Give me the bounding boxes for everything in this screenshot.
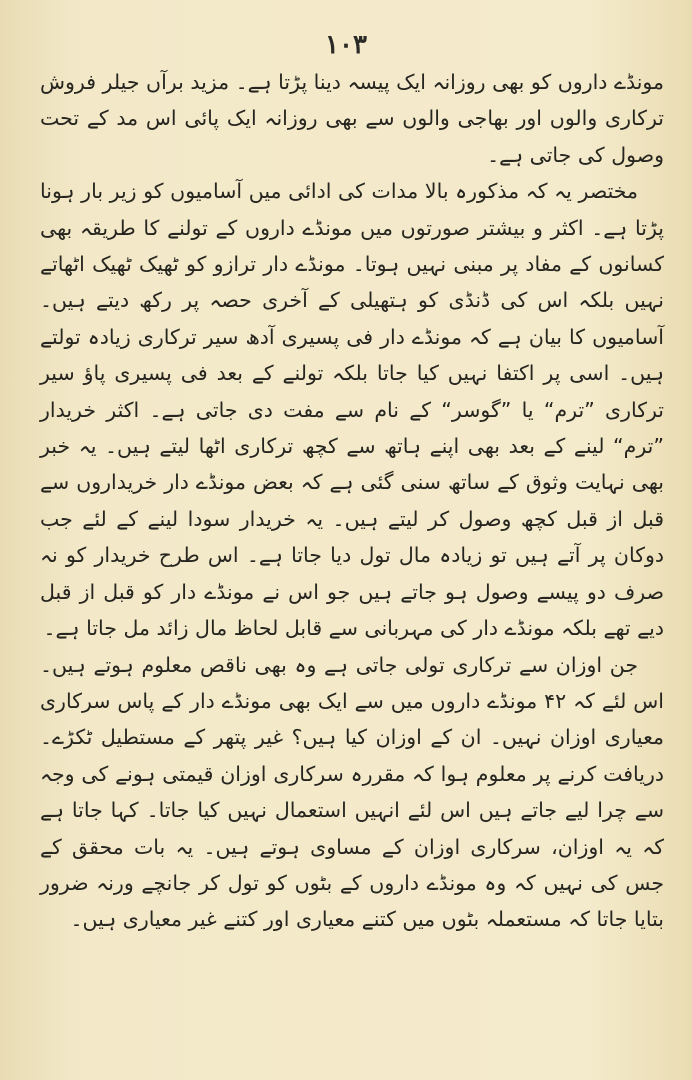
- paragraph-1: مونڈے داروں کو بھی روزانہ ایک پیسہ دینا پڑتا ہے۔ مزید برآں جیلر فروش ترکاری والوں اور بھاجی والوں سے بھی روزانہ ایک پائی اس مد کے تحت وصول کی جاتی ہے۔: [40, 70, 664, 167]
- paragraph-2: مختصر یہ کہ مذکورہ بالا مدات کی ادائی میں آسامیوں کو زیر بار ہونا پڑتا ہے۔ اکثر و بیشتر صورتوں میں مونڈے داروں کے تولنے کا طریقہ بھی کسانوں کے مفاد پر مبنی نہیں ہوتا۔ مونڈے دار ترازو کو ٹھیک ٹھیک اٹھاتے نہیں بلکہ اس کی ڈنڈی کو ہتھیلی کے آخری حصہ پر رکھ دیتے ہیں۔ آسامیوں کا بیان ہے کہ مونڈے دار فی پسیری آدھ سیر ترکاری زیادہ تولتے ہیں۔ اسی پر اکتفا نہیں کیا جاتا بلکہ تولنے کے بعد فی پسیری پاؤ سیر ترکاری ”ترم“ یا ”گوسر“ کے نام سے مفت دی جاتی ہے۔ اکثر خریدار ”ترم“ لینے کے بعد بھی اپنے ہاتھ سے کچھ ترکاری اٹھا لیتے ہیں۔ یہ خبر بھی نہایت وثوق کے ساتھ سنی گئی ہے کہ بعض مونڈے دار خریداروں سے قبل از قبل کچھ وصول کر لیتے ہیں۔ یہ خریدار سودا لینے کے لئے جب دوکان پر آتے ہیں تو زیادہ مال تول دیا جاتا ہے۔ اس طرح خریدار کو نہ صرف دو پیسے وصول ہو جاتے ہیں جو اس نے مونڈے دار کو قبل از قبل دیے تھے بلکہ مونڈے دار کی مہربانی سے قابل لحاظ مال زائد مل جاتا ہے۔: [40, 179, 664, 641]
- paragraph-3: جن اوزان سے ترکاری تولی جاتی ہے وہ بھی ناقص معلوم ہوتے ہیں۔ اس لئے کہ ۴۲ مونڈے داروں میں سے ایک بھی مونڈے دار کے پاس سرکاری معیاری اوزان نہیں۔ ان کے اوزان کیا ہیں؟ غیر پتھر کے مستطیل ٹکڑے۔ دریافت کرنے پر معلوم ہوا کہ مقررہ سرکاری اوزان قیمتی ہونے کی وجہ سے چرا لیے جاتے ہیں اس لئے انہیں استعمال نہیں کیا جاتا۔ کہا جاتا ہے کہ یہ اوزان، سرکاری اوزان کے مساوی ہوتے ہیں۔ یہ بات محقق کے جس کی نہیں کہ وہ مونڈے داروں کے بٹوں کو تول کر جانچے ورنہ ضرور بتایا جاتا کہ مستعملہ بٹوں میں کتنے معیاری اور کتنے غیر معیاری ہیں۔: [40, 652, 664, 932]
- page-number: ١٠٣: [325, 30, 367, 60]
- body-text: [40, 64, 664, 938]
